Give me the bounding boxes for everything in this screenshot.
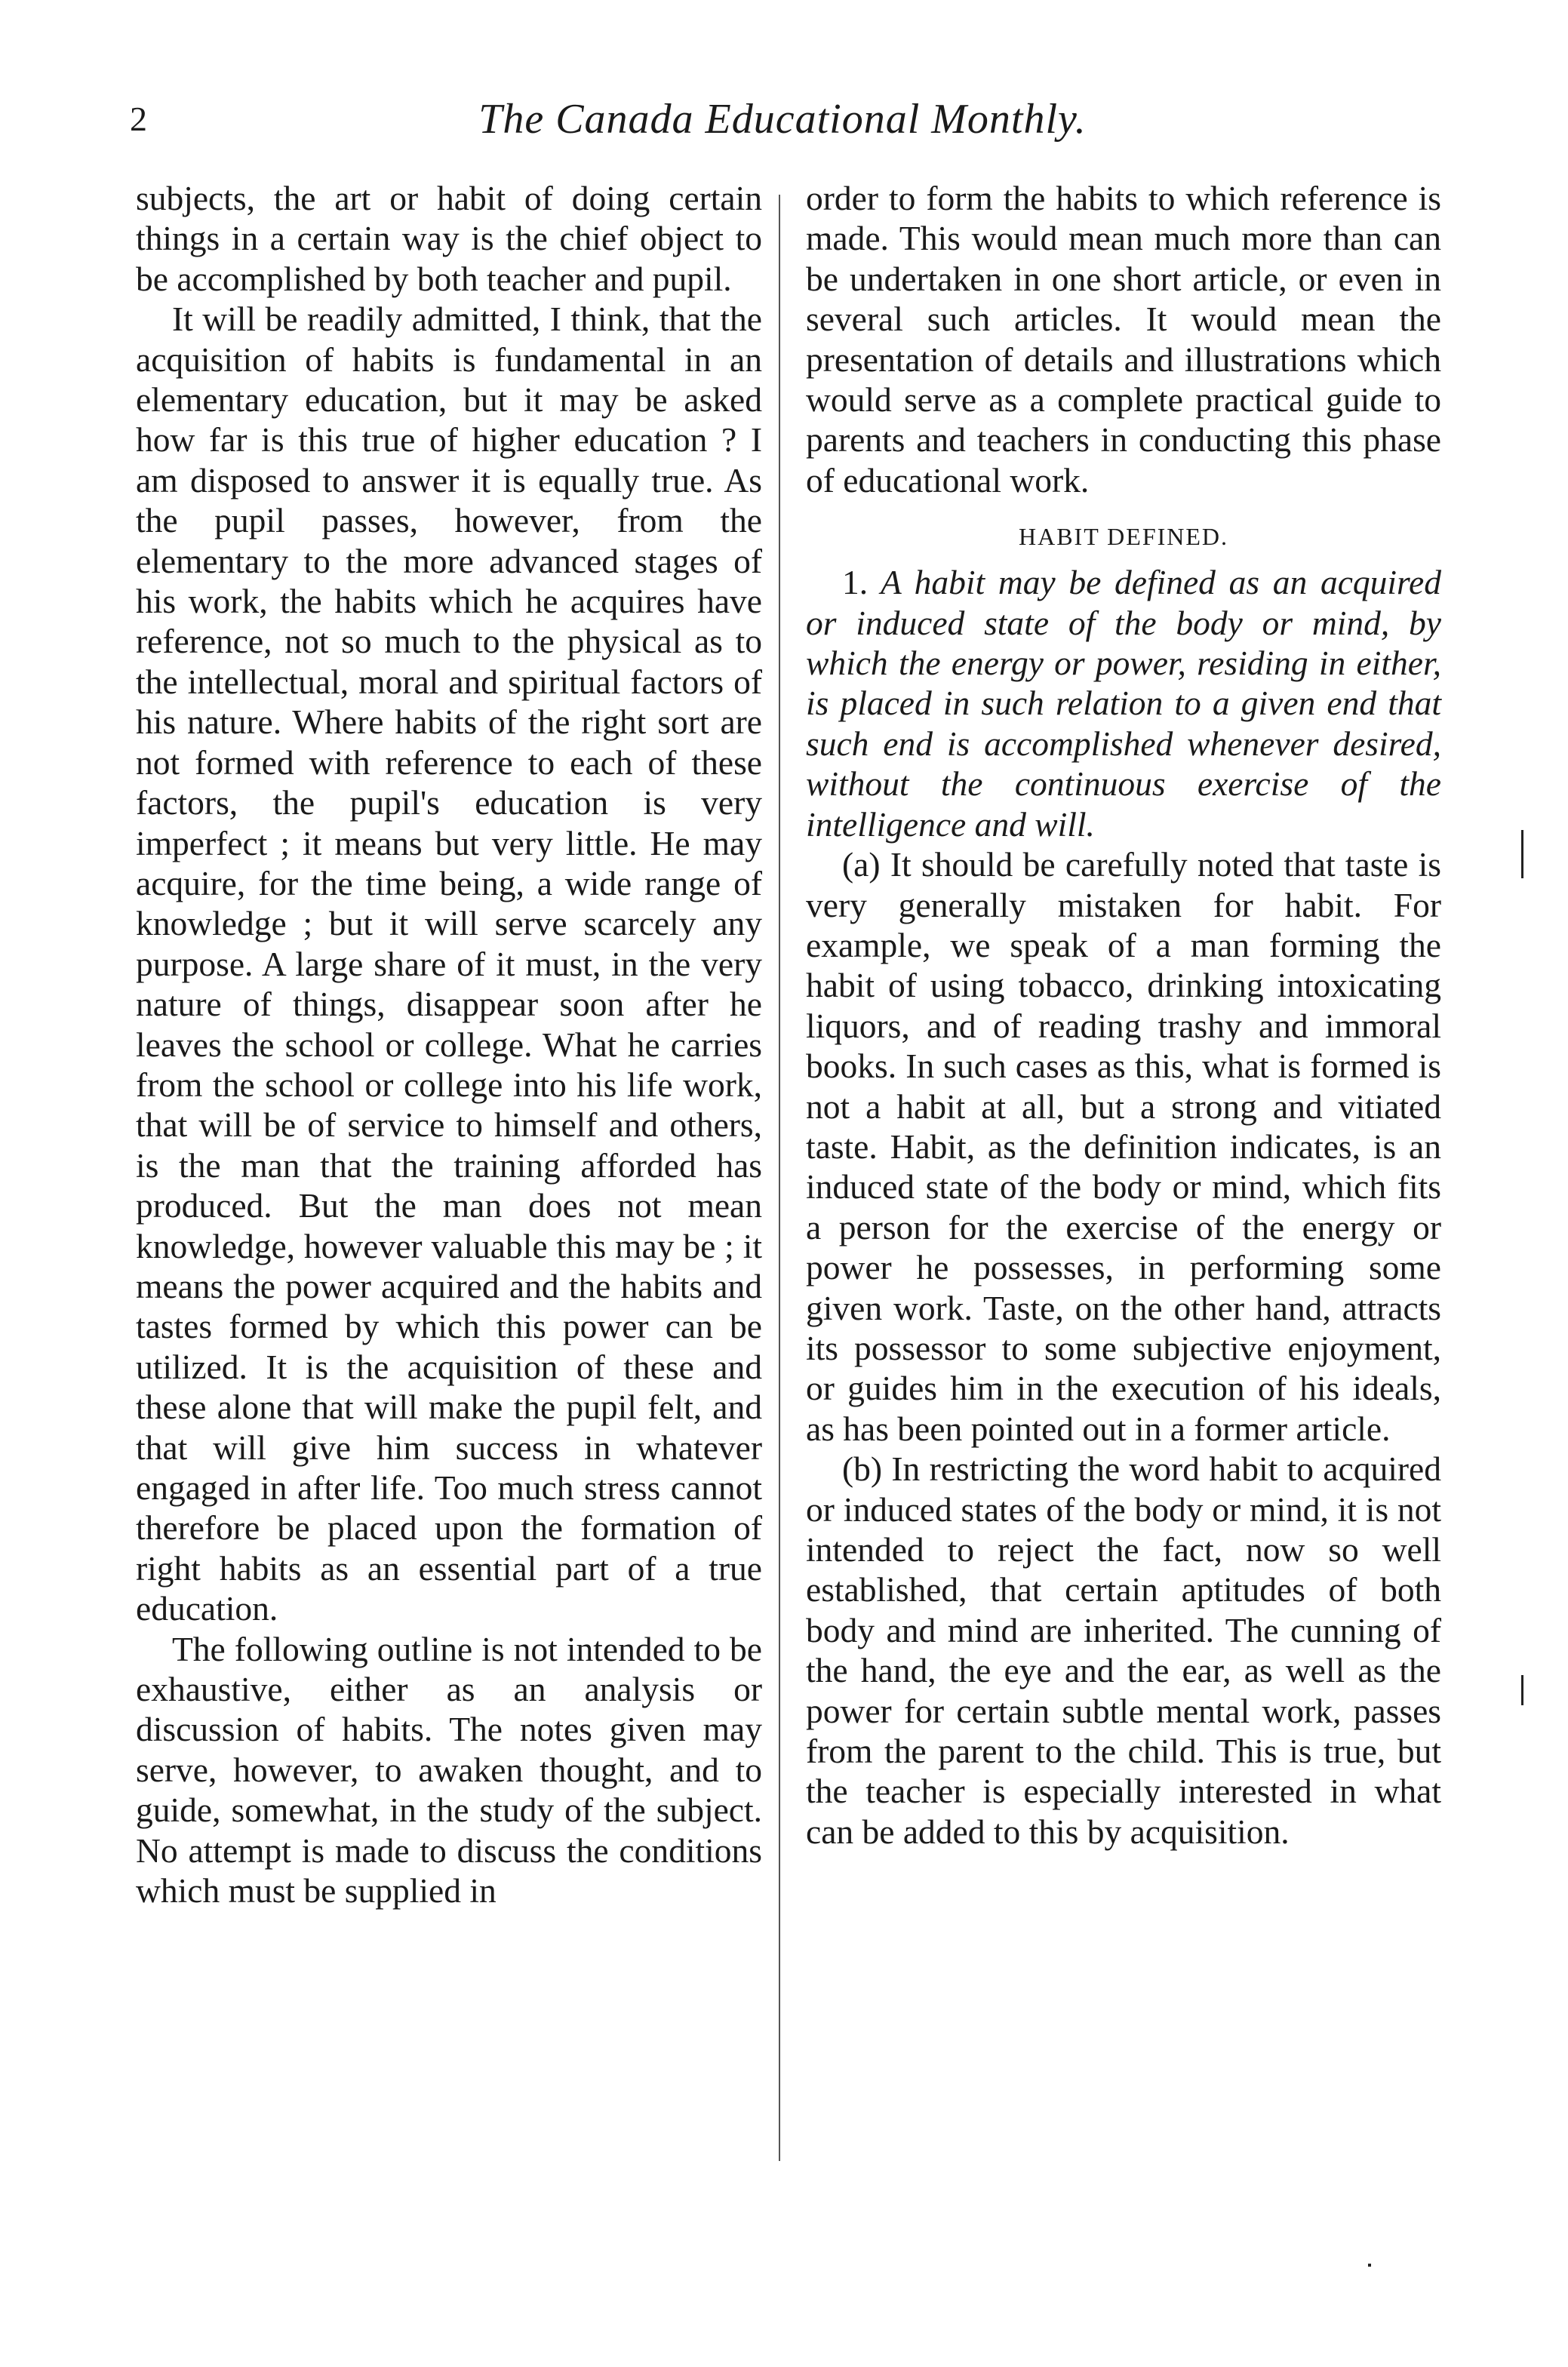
definition-text: A habit may be defined as an acquired or induced state of the body or mind, by which the energy or power, residing in either, is placed in such relation to a given end that such end is accomplished whenever desired, without the continuous exercise of the intelligence and will.	[806, 563, 1441, 844]
running-head	[130, 89, 1435, 149]
margin-mark	[1368, 2264, 1371, 2267]
paragraph: It will be readily admitted, I think, that the acquisition of habits is fundamental in an elementary education, but it may be asked how far is this true of higher education ? I am disposed to answer it is equally true. As the pupil passes, however, from the elementary to the more advanced stages of his work, the habits which he acquires have reference, not so much to the physical as to the intellectual, moral and spiritual factors of his nature. Where habits of the right sort are not formed with reference to each of these factors, the pupil's education is very imperfect ; it means but very little. He may acquire, for the time being, a wide range of knowledge ; but it will serve scarcely any purpose. A large share of it must, in the very nature of things, disappear soon after he leaves the school or college. What he carries from the school or college into his life work, that will be of service to himself and others, is the man that the training afforded has produced. But the man does not mean knowledge, however valuable this may be ; it means the power acquired and the habits and tastes formed by which this power can be utilized. It is the acquisition of these and these alone that will make the pupil felt, and that will give him success in whatever engaged in after life. Too much stress cannot therefore be placed upon the formation of right habits as an essential part of a true education.	[136, 300, 762, 1628]
margin-mark	[1521, 830, 1523, 878]
paragraph: subjects, the art or habit of doing certain things in a certain way is the chief object to be accomplished by both teacher and pupil.	[136, 179, 762, 298]
column-divider	[779, 195, 780, 2161]
page-number: 2	[130, 100, 147, 138]
right-column	[806, 178, 1441, 1852]
journal-title: The Canada Educational Monthly.	[478, 96, 1087, 143]
paragraph: order to form the habits to which reference is made. This would mean much more than can be undertaken in one short article, or even in several such articles. It would mean the presentation of details and illustrations which would serve as a complete practical guide to parents and teachers in conducting this phase of educational work.	[806, 179, 1441, 500]
paragraph: The following outline is not intended to be exhaustive, either as an analysis or discussion of habits. The notes given may serve, however, to awaken thought, and to guide, somewhat, in the study of the subject. No attempt is made to discuss the conditions which must be supplied in	[136, 1629, 762, 1911]
habit-definition	[806, 562, 1441, 844]
margin-mark	[1521, 1675, 1523, 1705]
paragraph: (b) In restricting the word habit to acquired or induced states of the body or mind, it is not intended to reject the fact, now so well established, that certain aptitudes of both body and mind are inherited. The cunning of the hand, the eye and the ear, as well as the power for certain subtle mental work, passes from the parent to the child. This is true, but the teacher is especially interested in what can be added to this by acquisition.	[806, 1449, 1441, 1851]
paragraph: (a) It should be carefully noted that taste is very generally mistaken for habit. For example, we speak of a man forming the habit of using tobacco, drinking intoxicating liquors, and of reading trashy and immoral books. In such cases as this, what is formed is not a habit at all, but a strong and vitiated taste. Habit, as the definition indicates, is an induced state of the body or mind, which fits a person for the exercise of the energy or power he possesses, in performing some given work. Taste, on the other hand, attracts its possessor to some subjective enjoyment, or guides him in the execution of his ideals, as has been pointed out in a former article.	[806, 845, 1441, 1448]
definition-number: 1.	[842, 563, 869, 602]
left-column	[136, 178, 762, 1911]
section-heading: HABIT DEFINED.	[1018, 523, 1229, 551]
